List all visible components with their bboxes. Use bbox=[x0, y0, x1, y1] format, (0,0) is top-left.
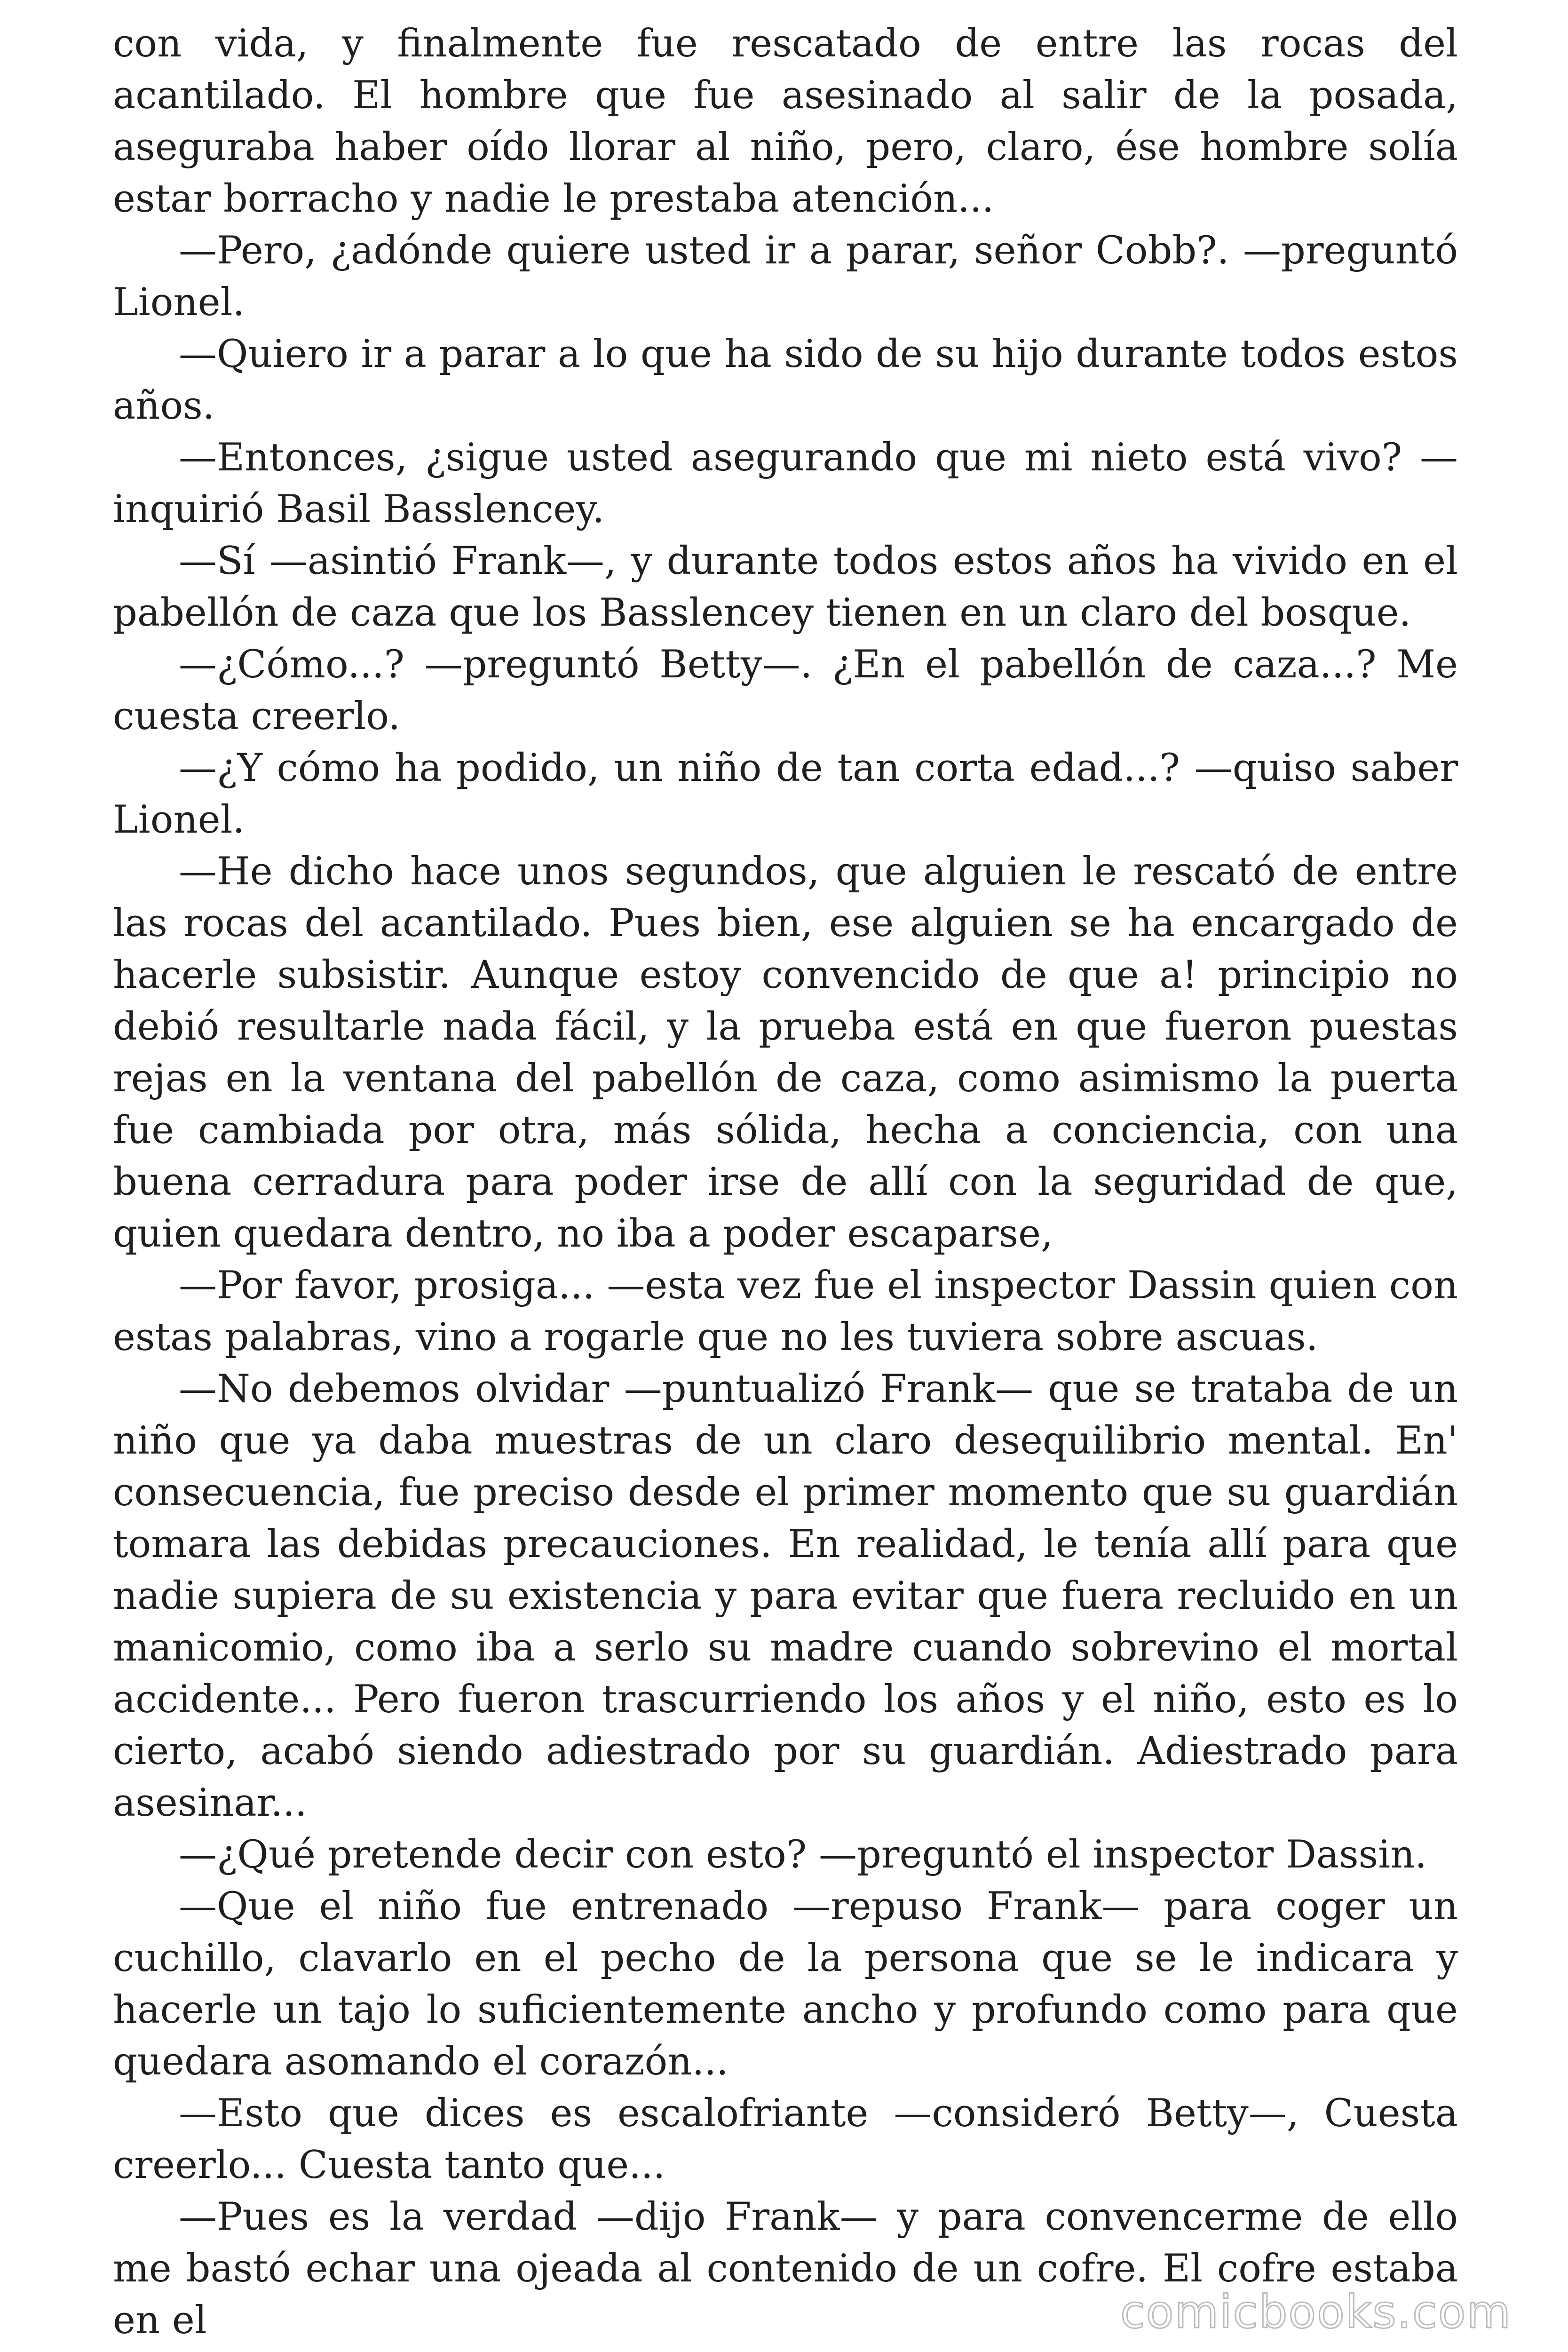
paragraph-14: —Pues es la verdad —dijo Frank— y para convencerme de ello me bastó echar una ojeada al contenido de un cofre. El cofre estaba en el bbox=[113, 2195, 1458, 2343]
paragraph-9: —Por favor, prosiga... —esta vez fue el inspector Dassin quien con estas palabras, vino a rogarle que no les tuviera sobre ascuas. bbox=[113, 1263, 1458, 1359]
paragraph-3: —Quiero ir a parar a lo que ha sido de su hijo durante todos estos años. bbox=[113, 332, 1458, 428]
page-body bbox=[113, 18, 1458, 2346]
watermark-logo: comicbooks.com bbox=[1120, 2286, 1512, 2338]
paragraph-12: —Que el niño fue entrenado —repuso Frank— para coger un cuchillo, clavarlo en el pecho de la persona que se le indicara y hacerle un tajo lo suficientemente ancho y profundo como para que quedara asomando el corazón... bbox=[113, 1884, 1458, 2084]
paragraph-5: —Sí —asintió Frank—, y durante todos estos años ha vivido en el pabellón de caza que los Basslencey tienen en un claro del bosque. bbox=[113, 539, 1458, 635]
paragraph-11: —¿Qué pretende decir con esto? —preguntó el inspector Dassin. bbox=[179, 1833, 1427, 1877]
paragraph-2: —Pero, ¿adónde quiere usted ir a parar, señor Cobb?. —preguntó Lionel. bbox=[113, 229, 1458, 325]
paragraph-4: —Entonces, ¿sigue usted asegurando que mi nieto está vivo? —inquirió Basil Basslencey. bbox=[113, 436, 1458, 532]
paragraph-1: con vida, y finalmente fue rescatado de entre las rocas del acantilado. El hombre que fue asesinado al salir de la posada, aseguraba haber oído llorar al niño, pero, claro, ése hombre solía estar borracho y nadie le prestaba atención... bbox=[113, 22, 1458, 221]
paragraph-13: —Esto que dices es escalofriante —consideró Betty—, Cuesta creerlo... Cuesta tanto que... bbox=[113, 2091, 1458, 2187]
paragraph-10: —No debemos olvidar —puntualizó Frank— que se trataba de un niño que ya daba muestras de un claro desequilibrio mental. En' consecuencia, fue preciso desde el primer momento que su guardián tomara las debidas precauciones. En realidad, le tenía allí para que nadie supiera de su existencia y para evitar que fuera recluido en un manicomio, como iba a serlo su madre cuando sobrevino el mortal accidente... Pero fueron trascurriendo los años y el niño, esto es lo cierto, acabó siendo adiestrado por su guardián. Adiestrado para asesinar... bbox=[113, 1367, 1458, 1825]
paragraph-7: —¿Y cómo ha podido, un niño de tan corta edad...? —quiso saber Lionel. bbox=[113, 746, 1458, 842]
paragraph-6: —¿Cómo...? —preguntó Betty—. ¿En el pabellón de caza...? Me cuesta creerlo. bbox=[113, 643, 1458, 739]
paragraph-8: —He dicho hace unos segundos, que alguien le rescató de entre las rocas del acantilado. Pues bien, ese alguien se ha encargado de hacerle subsistir. Aunque estoy convencido de que a! principio no debió resultarle nada fácil, y la prueba está en que fueron puestas rejas en la ventana del pabellón de caza, como asimismo la puerta fue cambiada por otra, más sólida, hecha a conciencia, con una buena cerradura para poder irse de allí con la seguridad de que, quien quedara dentro, no iba a poder escaparse, bbox=[113, 850, 1458, 1256]
